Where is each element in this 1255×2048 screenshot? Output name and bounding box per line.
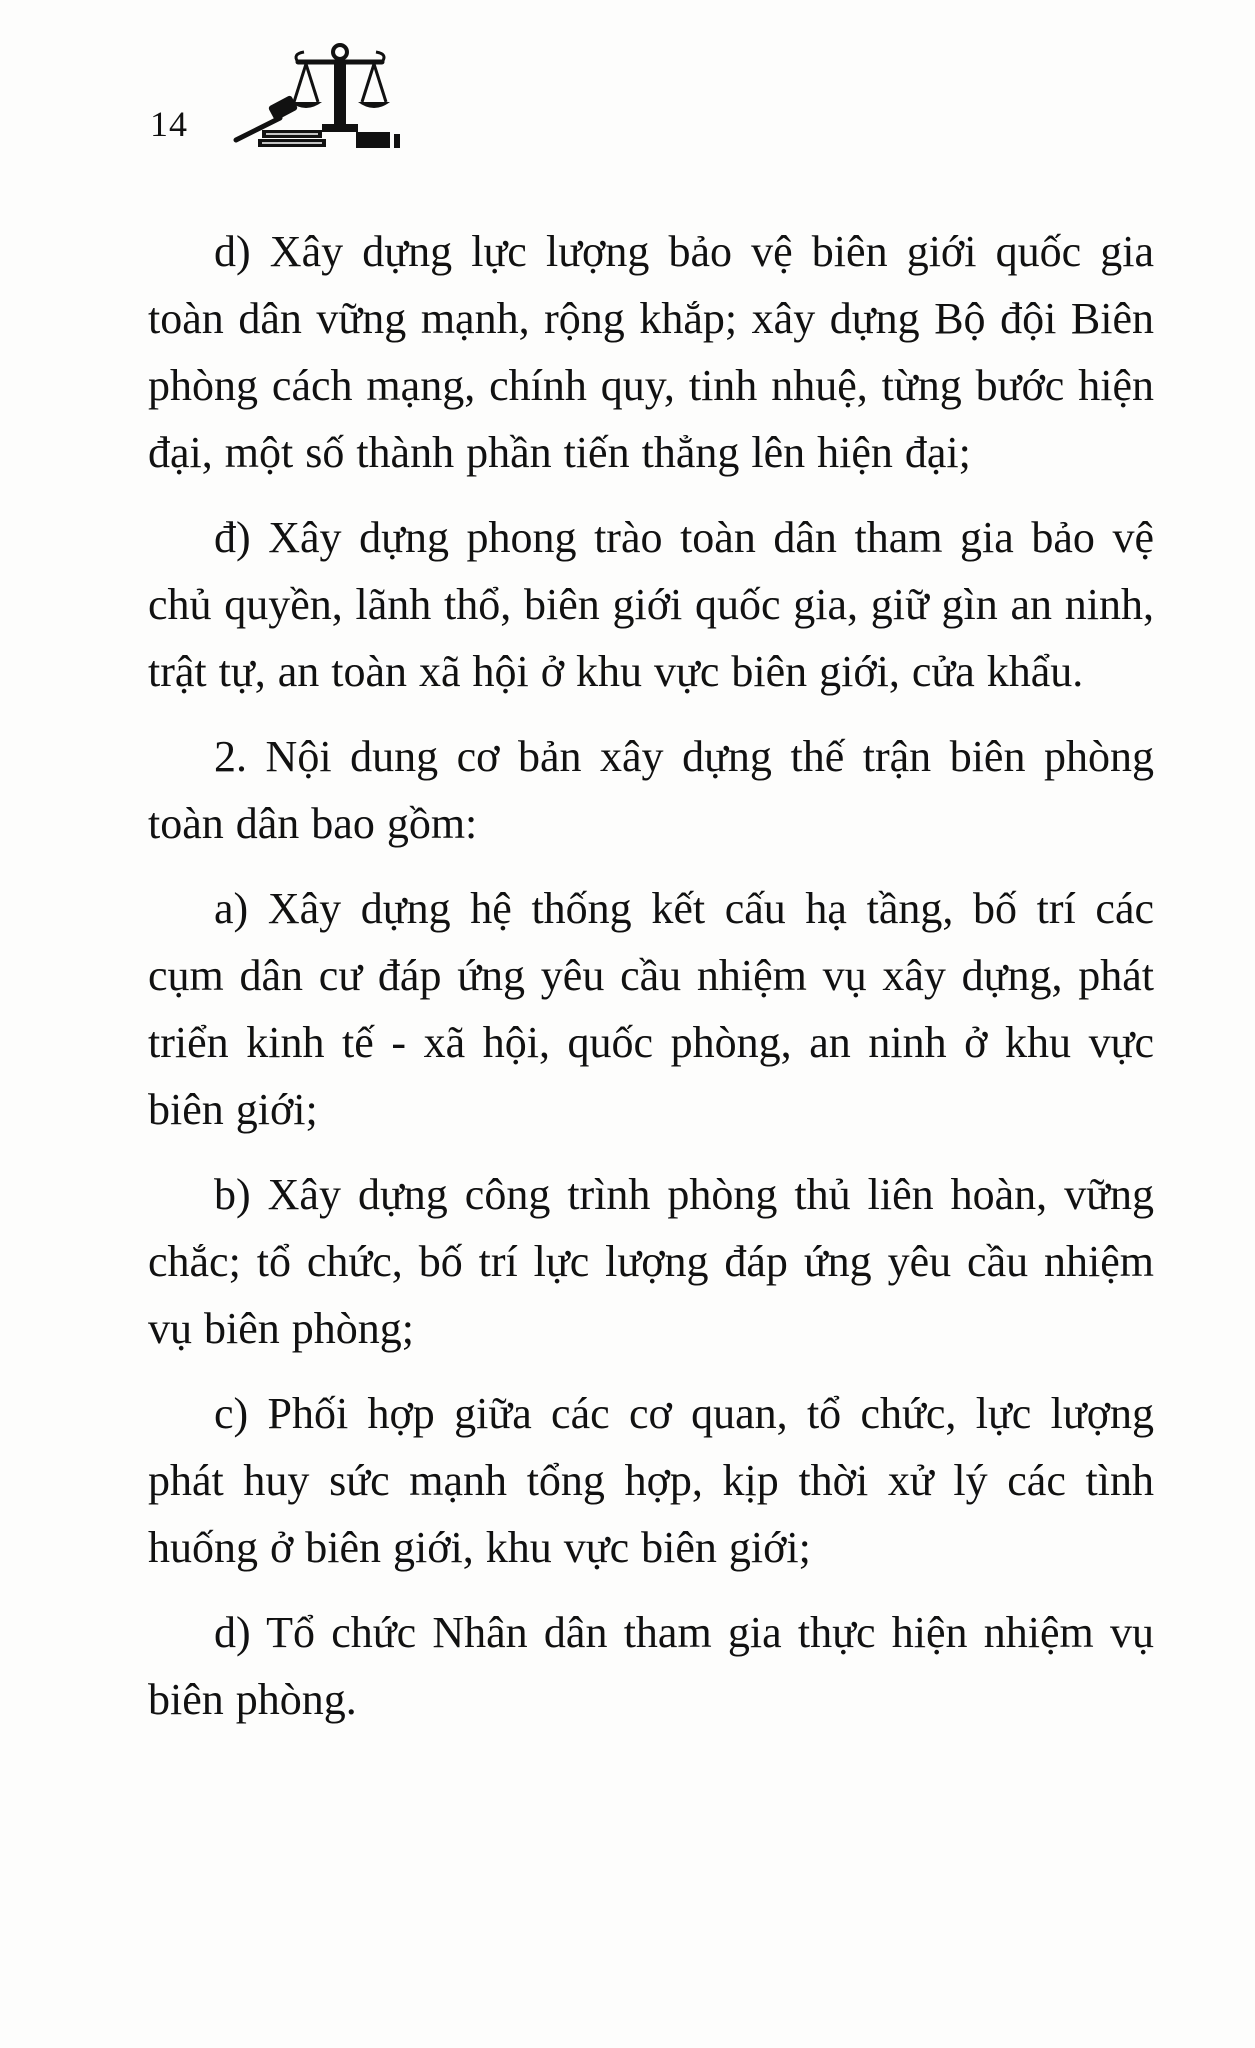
paragraph-d-border-forces: d) Xây dựng lực lượng bảo vệ biên giới quốc gia toàn dân vững mạnh, rộng khắp; xây dựng Bộ đội Biên phòng cách mạng, chính quy, tinh nhuệ, từng bước hiện đại, một số thành phần tiến thẳng lên hiện đại; bbox=[148, 227, 1154, 477]
paragraph-d-people-participation: d) Tổ chức Nhân dân tham gia thực hiện nhiệm vụ biên phòng. bbox=[148, 1608, 1154, 1724]
page-body bbox=[148, 218, 1154, 1751]
paragraph-c-coordination: c) Phối hợp giữa các cơ quan, tổ chức, lực lượng phát huy sức mạnh tổng hợp, kịp thời xử lý các tình huống ở biên giới, khu vực biên giới; bbox=[148, 1389, 1154, 1572]
paragraph-a-infrastructure: a) Xây dựng hệ thống kết cấu hạ tầng, bố trí các cụm dân cư đáp ứng yêu cầu nhiệm vụ xây dựng, phát triển kinh tế - xã hội, quốc phòng, an ninh ở khu vực biên giới; bbox=[148, 884, 1154, 1134]
paragraph-b-defense-works: b) Xây dựng công trình phòng thủ liên hoàn, vững chắc; tổ chức, bố trí lực lượng đáp ứng yêu cầu nhiệm vụ biên phòng; bbox=[148, 1170, 1154, 1353]
paragraph-2-basic-content: 2. Nội dung cơ bản xây dựng thế trận biên phòng toàn dân bao gồm: bbox=[148, 732, 1154, 848]
scales-of-justice-gavel-icon bbox=[222, 40, 402, 150]
page-number: 14 bbox=[150, 104, 188, 144]
paragraph-dd-movement: đ) Xây dựng phong trào toàn dân tham gia bảo vệ chủ quyền, lãnh thổ, biên giới quốc gia, giữ gìn an ninh, trật tự, an toàn xã hội ở khu vực biên giới, cửa khẩu. bbox=[148, 513, 1154, 696]
page-header bbox=[150, 40, 410, 150]
